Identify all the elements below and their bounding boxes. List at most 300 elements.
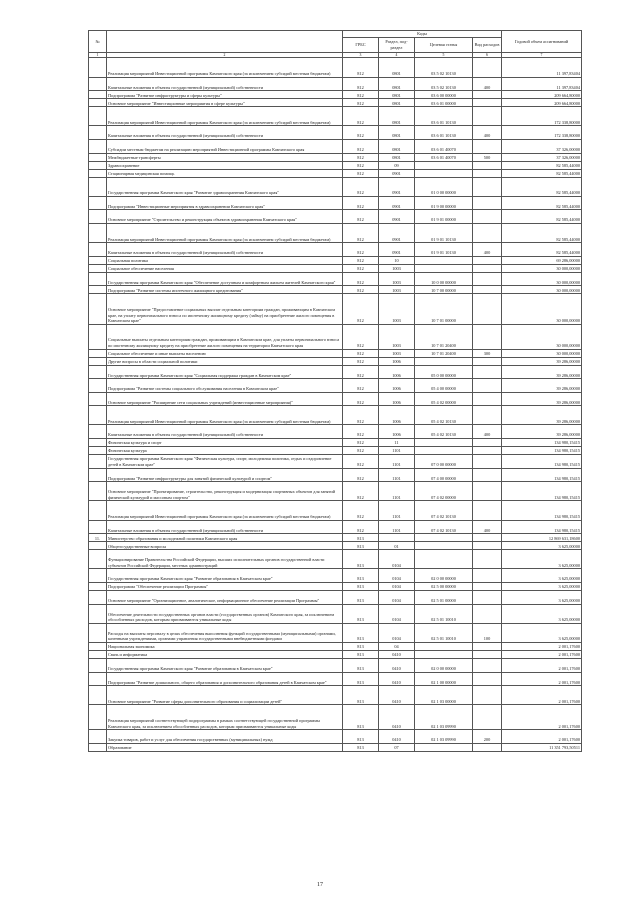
row-amount: 69 286,00000 — [502, 256, 582, 264]
row-target: 05 0 00 00000 — [415, 365, 473, 379]
row-number — [89, 91, 107, 99]
row-name: Капитальные вложения в объекты государственной (муниципальной) собственности — [107, 126, 343, 140]
row-number — [89, 210, 107, 224]
row-amount: 39 286,00000 — [502, 425, 582, 439]
row-expense-type — [473, 658, 502, 672]
row-section: 0410 — [379, 686, 415, 705]
row-section: 1006 — [379, 406, 415, 425]
row-expense-type — [473, 550, 502, 569]
col-vid-header: Вид расходов — [473, 38, 502, 53]
row-name: Обеспечение деятельности государственных органов власти (государственных органов) Камчатского края, за исключением обособленных расходов, которым присваиваются уникальные коды — [107, 604, 343, 623]
row-expense-type — [473, 99, 502, 107]
table-row — [89, 126, 582, 140]
row-amount: 3 625,00000 — [502, 591, 582, 605]
row-amount: 209 664,80000 — [502, 91, 582, 99]
row-expense-type — [473, 223, 502, 242]
table-row — [89, 520, 582, 534]
row-name: Образование — [107, 743, 343, 751]
row-section: 0410 — [379, 650, 415, 658]
row-grbs: 812 — [343, 196, 379, 210]
row-name: Капитальные вложения в объекты государственной (муниципальной) собственности — [107, 243, 343, 257]
row-target: 03 6 01 00000 — [415, 99, 473, 107]
row-target: 10 7 01 20400 — [415, 324, 473, 349]
row-target: 03 5 02 10130 — [415, 58, 473, 77]
row-amount: 3 625,00000 — [502, 623, 582, 642]
codes-header: Коды — [343, 31, 502, 38]
row-target: 03 5 02 10130 — [415, 77, 473, 91]
row-grbs: 813 — [343, 583, 379, 591]
row-grbs: 813 — [343, 730, 379, 744]
row-grbs: 813 — [343, 591, 379, 605]
table-row — [89, 264, 582, 272]
row-section: 0104 — [379, 623, 415, 642]
row-amount: 39 286,00000 — [502, 357, 582, 365]
row-expense-type — [473, 392, 502, 406]
row-section: 1006 — [379, 425, 415, 439]
row-number — [89, 349, 107, 357]
row-target: 07 4 02 00000 — [415, 482, 473, 501]
row-expense-type: 400 — [473, 425, 502, 439]
row-name: Капитальные вложения в объекты государственной (муниципальной) собственности — [107, 520, 343, 534]
table-row — [89, 658, 582, 672]
row-name: Общегосударственные вопросы — [107, 542, 343, 550]
row-number — [89, 686, 107, 705]
row-name: Государственная программа Камчатского края "Физическая культура, спорт, молодежная политика, отдых и оздоровление детей в Камчатском крае" — [107, 455, 343, 469]
row-name: Основное мероприятие "Проектирование, строительство, реконструкция и модернизация спортивных объектов для занятий физической культурой и массовым спортом" — [107, 482, 343, 501]
row-name: Подпрограмма "Инвестиционные мероприятия в здравоохранении Камчатского края" — [107, 196, 343, 210]
row-name: Связь и информатика — [107, 650, 343, 658]
row-grbs: 813 — [343, 604, 379, 623]
row-amount: 39 286,00000 — [502, 365, 582, 379]
table-row — [89, 365, 582, 379]
row-target — [415, 550, 473, 569]
row-section: 0801 — [379, 153, 415, 161]
row-expense-type — [473, 365, 502, 379]
row-number — [89, 272, 107, 286]
row-target: 02 1 03 09990 — [415, 705, 473, 730]
row-expense-type — [473, 177, 502, 196]
row-name: Реализация мероприятий Инвестиционной программы Камчатского края (за исключением субсидий местным бюджетам) — [107, 107, 343, 126]
row-amount: 39 286,00000 — [502, 392, 582, 406]
row-number — [89, 58, 107, 77]
row-section: 1101 — [379, 501, 415, 520]
row-grbs: 812 — [343, 425, 379, 439]
row-name: Функционирование Правительства Российской Федерации, высших исполнительных органов государственной власти субъектов Российской Федерации, местных администраций — [107, 550, 343, 569]
table-row — [89, 169, 582, 177]
row-number — [89, 425, 107, 439]
row-section: 0901 — [379, 223, 415, 242]
table-row — [89, 501, 582, 520]
row-section: 0104 — [379, 569, 415, 583]
row-target — [415, 161, 473, 169]
row-target: 07 4 02 10130 — [415, 501, 473, 520]
row-target: 02 0 00 00000 — [415, 658, 473, 672]
row-name: Капитальные вложения в объекты государственной (муниципальной) собственности — [107, 77, 343, 91]
row-name: Государственная программа Камчатского края "Обеспечение доступным и комфортным жильем жителей Камчатского края" — [107, 272, 343, 286]
row-grbs: 812 — [343, 243, 379, 257]
col-razdel-header: Раздел, под-раздел — [379, 38, 415, 53]
row-section: 1101 — [379, 468, 415, 482]
row-expense-type: 200 — [473, 730, 502, 744]
row-grbs: 812 — [343, 294, 379, 324]
row-section: 0801 — [379, 126, 415, 140]
row-target: 02 5 01 10010 — [415, 623, 473, 642]
row-name: Основное мероприятие "Развитие сферы дополнительного образования и социализации детей" — [107, 686, 343, 705]
row-section: 09 — [379, 161, 415, 169]
row-grbs: 813 — [343, 650, 379, 658]
row-section: 0104 — [379, 591, 415, 605]
row-section: 0801 — [379, 91, 415, 99]
row-amount: 134 980,15415 — [502, 482, 582, 501]
table-row — [89, 642, 582, 650]
row-section: 0104 — [379, 604, 415, 623]
row-grbs: 813 — [343, 550, 379, 569]
table-row — [89, 604, 582, 623]
row-grbs: 812 — [343, 139, 379, 153]
row-expense-type — [473, 447, 502, 455]
column-number: 5 — [415, 53, 473, 58]
row-target: 07 0 00 00000 — [415, 455, 473, 469]
row-target: 03 6 00 00000 — [415, 91, 473, 99]
table-row — [89, 468, 582, 482]
row-expense-type — [473, 604, 502, 623]
row-name: Межбюджетные трансферты — [107, 153, 343, 161]
table-row — [89, 357, 582, 365]
row-grbs: 813 — [343, 623, 379, 642]
row-number — [89, 357, 107, 365]
column-number: 3 — [343, 53, 379, 58]
row-target: 01 9 01 10130 — [415, 223, 473, 242]
table-row — [89, 743, 582, 751]
row-name: Государственная программа Камчатского края "Развитие здравоохранения Камчатского края" — [107, 177, 343, 196]
row-section: 0901 — [379, 196, 415, 210]
row-expense-type — [473, 196, 502, 210]
row-expense-type — [473, 169, 502, 177]
table-row — [89, 425, 582, 439]
row-grbs: 812 — [343, 77, 379, 91]
row-grbs: 812 — [343, 392, 379, 406]
row-number — [89, 324, 107, 349]
row-expense-type — [473, 107, 502, 126]
row-section: 0801 — [379, 58, 415, 77]
row-section: 1003 — [379, 294, 415, 324]
row-section: 1003 — [379, 272, 415, 286]
table-row — [89, 223, 582, 242]
row-grbs: 812 — [343, 439, 379, 447]
row-number — [89, 658, 107, 672]
row-grbs: 812 — [343, 365, 379, 379]
row-amount: 2 001,17600 — [502, 672, 582, 686]
row-grbs: 812 — [343, 357, 379, 365]
row-section: 0901 — [379, 210, 415, 224]
row-name: Государственная программа Камчатского края "Развитие образования в Камчатском крае" — [107, 569, 343, 583]
row-target: 03 6 01 10130 — [415, 107, 473, 126]
row-name: Реализация мероприятий соответствующей подпрограммы в рамках соответствующей государственной программы Камчатского края, за исключением обособленных расходов, которым присваиваются уникальные коды — [107, 705, 343, 730]
table-row — [89, 177, 582, 196]
row-section: 1006 — [379, 392, 415, 406]
row-expense-type — [473, 468, 502, 482]
row-expense-type — [473, 583, 502, 591]
row-grbs: 813 — [343, 642, 379, 650]
table-row — [89, 482, 582, 501]
row-section: 1101 — [379, 447, 415, 455]
row-grbs: 813 — [343, 542, 379, 550]
row-target — [415, 650, 473, 658]
row-name: Реализация мероприятий Инвестиционной программы Камчатского края (за исключением субсидий местным бюджетам) — [107, 58, 343, 77]
row-amount: 39 286,00000 — [502, 379, 582, 393]
row-section: 1101 — [379, 520, 415, 534]
row-target — [415, 642, 473, 650]
table-row — [89, 591, 582, 605]
row-grbs: 812 — [343, 256, 379, 264]
row-name: Стационарная медицинская помощь — [107, 169, 343, 177]
table-row — [89, 77, 582, 91]
row-name: Физическая культура и спорт — [107, 439, 343, 447]
row-amount: 11 351 793,50511 — [502, 743, 582, 751]
row-number — [89, 623, 107, 642]
row-amount: 134 980,15415 — [502, 520, 582, 534]
row-amount: 39 286,00000 — [502, 406, 582, 425]
row-grbs: 812 — [343, 107, 379, 126]
row-target: 05 4 02 10130 — [415, 425, 473, 439]
table-row — [89, 139, 582, 153]
row-name: Подпрограмма "Развитие инфраструктуры и сферы культуры" — [107, 91, 343, 99]
row-expense-type: 500 — [473, 153, 502, 161]
row-name: Основное мероприятие "Строительство и реконструкция объектов здравоохранения Камчатского края" — [107, 210, 343, 224]
row-amount: 37 326,00000 — [502, 153, 582, 161]
row-section: 0801 — [379, 139, 415, 153]
row-number — [89, 439, 107, 447]
table-row — [89, 379, 582, 393]
row-grbs: 812 — [343, 153, 379, 161]
row-section: 0104 — [379, 550, 415, 569]
row-amount: 37 326,00000 — [502, 139, 582, 153]
table-row — [89, 650, 582, 658]
column-number: 7 — [502, 53, 582, 58]
row-grbs: 812 — [343, 91, 379, 99]
table-row — [89, 550, 582, 569]
table-row — [89, 406, 582, 425]
row-grbs: 812 — [343, 126, 379, 140]
row-expense-type: 400 — [473, 243, 502, 257]
row-name: Основное мероприятие "Инвестиционные мероприятия в сфере культуры" — [107, 99, 343, 107]
row-number — [89, 392, 107, 406]
row-section: 01 — [379, 542, 415, 550]
row-amount: 134 980,15415 — [502, 439, 582, 447]
row-target: 02 1 00 00000 — [415, 672, 473, 686]
row-number — [89, 591, 107, 605]
row-expense-type — [473, 501, 502, 520]
row-number — [89, 126, 107, 140]
row-number — [89, 107, 107, 126]
row-number: 11. — [89, 534, 107, 542]
row-number — [89, 139, 107, 153]
row-section: 0801 — [379, 99, 415, 107]
row-name: Основное мероприятие "Расширение сети социальных учреждений (инвестиционные мероприятия)" — [107, 392, 343, 406]
table-row — [89, 672, 582, 686]
col-amount-header: Годовой объем ассигнований — [502, 31, 582, 53]
row-expense-type — [473, 569, 502, 583]
row-target: 02 5 01 10010 — [415, 604, 473, 623]
row-number — [89, 406, 107, 425]
row-number — [89, 520, 107, 534]
row-target: 05 4 02 10130 — [415, 406, 473, 425]
row-amount: 82 585,44000 — [502, 177, 582, 196]
row-expense-type — [473, 379, 502, 393]
row-target: 05 4 00 00000 — [415, 379, 473, 393]
col-no-header: № — [89, 31, 107, 53]
row-expense-type — [473, 161, 502, 169]
row-expense-type — [473, 439, 502, 447]
row-expense-type: 300 — [473, 349, 502, 357]
row-name: Социальное обеспечение и иные выплаты населению — [107, 349, 343, 357]
row-section: 0410 — [379, 730, 415, 744]
row-grbs: 813 — [343, 743, 379, 751]
row-number — [89, 583, 107, 591]
row-expense-type — [473, 455, 502, 469]
table-row — [89, 243, 582, 257]
row-amount: 82 585,44000 — [502, 223, 582, 242]
row-amount: 2 001,17600 — [502, 650, 582, 658]
row-target — [415, 743, 473, 751]
row-section: 1101 — [379, 455, 415, 469]
row-name: Здравоохранение — [107, 161, 343, 169]
row-target — [415, 357, 473, 365]
row-amount: 82 585,44000 — [502, 169, 582, 177]
row-number — [89, 650, 107, 658]
row-grbs: 813 — [343, 534, 379, 542]
row-amount: 11 397,83404 — [502, 58, 582, 77]
row-section: 1006 — [379, 365, 415, 379]
row-grbs: 813 — [343, 705, 379, 730]
row-number — [89, 705, 107, 730]
row-amount: 134 980,15415 — [502, 501, 582, 520]
row-number — [89, 455, 107, 469]
row-target: 05 4 02 00000 — [415, 392, 473, 406]
row-amount: 82 585,44000 — [502, 196, 582, 210]
row-target: 07 4 02 10130 — [415, 520, 473, 534]
row-expense-type — [473, 705, 502, 730]
row-section: 0410 — [379, 705, 415, 730]
table-row — [89, 210, 582, 224]
row-section: 11 — [379, 439, 415, 447]
row-name: Подпрограмма "Развитие системы ипотечного жилищного кредитования" — [107, 286, 343, 294]
row-expense-type — [473, 672, 502, 686]
row-section: 1006 — [379, 357, 415, 365]
row-number — [89, 468, 107, 482]
row-grbs: 813 — [343, 658, 379, 672]
row-grbs: 812 — [343, 264, 379, 272]
row-name: Капитальные вложения в объекты государственной (муниципальной) собственности — [107, 425, 343, 439]
table-row — [89, 107, 582, 126]
row-amount: 82 585,44000 — [502, 161, 582, 169]
row-number — [89, 161, 107, 169]
row-name: Подпрограмма "Обеспечение реализации Программы" — [107, 583, 343, 591]
row-number — [89, 223, 107, 242]
row-amount: 12 869 631,18600 — [502, 534, 582, 542]
row-number — [89, 447, 107, 455]
row-grbs: 812 — [343, 379, 379, 393]
row-section: 10 — [379, 256, 415, 264]
row-section — [379, 534, 415, 542]
row-amount: 30 000,00000 — [502, 349, 582, 357]
row-target: 01 9 00 00000 — [415, 196, 473, 210]
row-section: 0901 — [379, 243, 415, 257]
row-name: Реализация мероприятий Инвестиционной программы Камчатского края (за исключением субсидий местным бюджетам) — [107, 406, 343, 425]
row-target — [415, 264, 473, 272]
page-number: 17 — [317, 882, 323, 888]
row-expense-type — [473, 406, 502, 425]
row-target: 02 1 03 00000 — [415, 686, 473, 705]
row-target: 10 7 00 00000 — [415, 286, 473, 294]
row-name: Национальная экономика — [107, 642, 343, 650]
table-row — [89, 99, 582, 107]
row-amount: 30 000,00000 — [502, 294, 582, 324]
row-expense-type: 400 — [473, 77, 502, 91]
row-amount: 134 980,15415 — [502, 455, 582, 469]
row-name: Реализация мероприятий Инвестиционной программы Камчатского края (за исключением субсидий местным бюджетам) — [107, 501, 343, 520]
row-grbs: 813 — [343, 569, 379, 583]
row-amount: 82 585,44000 — [502, 210, 582, 224]
row-grbs: 812 — [343, 286, 379, 294]
row-expense-type — [473, 686, 502, 705]
table-row — [89, 392, 582, 406]
row-amount: 172 338,80000 — [502, 126, 582, 140]
row-target: 02 0 00 00000 — [415, 569, 473, 583]
row-section: 0104 — [379, 583, 415, 591]
row-amount: 3 625,00000 — [502, 604, 582, 623]
row-expense-type — [473, 534, 502, 542]
row-grbs: 812 — [343, 99, 379, 107]
row-number — [89, 256, 107, 264]
row-number — [89, 550, 107, 569]
row-grbs: 812 — [343, 169, 379, 177]
row-number — [89, 672, 107, 686]
table-row — [89, 58, 582, 77]
row-number — [89, 177, 107, 196]
row-number — [89, 730, 107, 744]
table-row — [89, 161, 582, 169]
row-amount: 134 980,15415 — [502, 468, 582, 482]
row-section: 1003 — [379, 324, 415, 349]
row-name: Другие вопросы в области социальной политики — [107, 357, 343, 365]
row-grbs: 812 — [343, 324, 379, 349]
row-section: 0801 — [379, 77, 415, 91]
row-expense-type — [473, 256, 502, 264]
row-section: 04 — [379, 642, 415, 650]
row-name: Физическая культура — [107, 447, 343, 455]
budget-table — [88, 30, 582, 752]
row-amount: 2 001,17600 — [502, 705, 582, 730]
row-target: 01 9 01 00000 — [415, 210, 473, 224]
row-section: 1003 — [379, 264, 415, 272]
table-row — [89, 196, 582, 210]
table-row — [89, 705, 582, 730]
row-number — [89, 153, 107, 161]
row-expense-type: 100 — [473, 623, 502, 642]
row-name: Государственная программа Камчатского края "Социальная поддержка граждан в Камчатском крае" — [107, 365, 343, 379]
row-amount: 3 625,00000 — [502, 550, 582, 569]
row-number — [89, 294, 107, 324]
row-target: 03 6 01 40070 — [415, 139, 473, 153]
row-expense-type — [473, 324, 502, 349]
row-number — [89, 196, 107, 210]
table-row — [89, 730, 582, 744]
row-number — [89, 482, 107, 501]
row-grbs: 812 — [343, 501, 379, 520]
row-number — [89, 743, 107, 751]
row-target: 07 4 00 00000 — [415, 468, 473, 482]
